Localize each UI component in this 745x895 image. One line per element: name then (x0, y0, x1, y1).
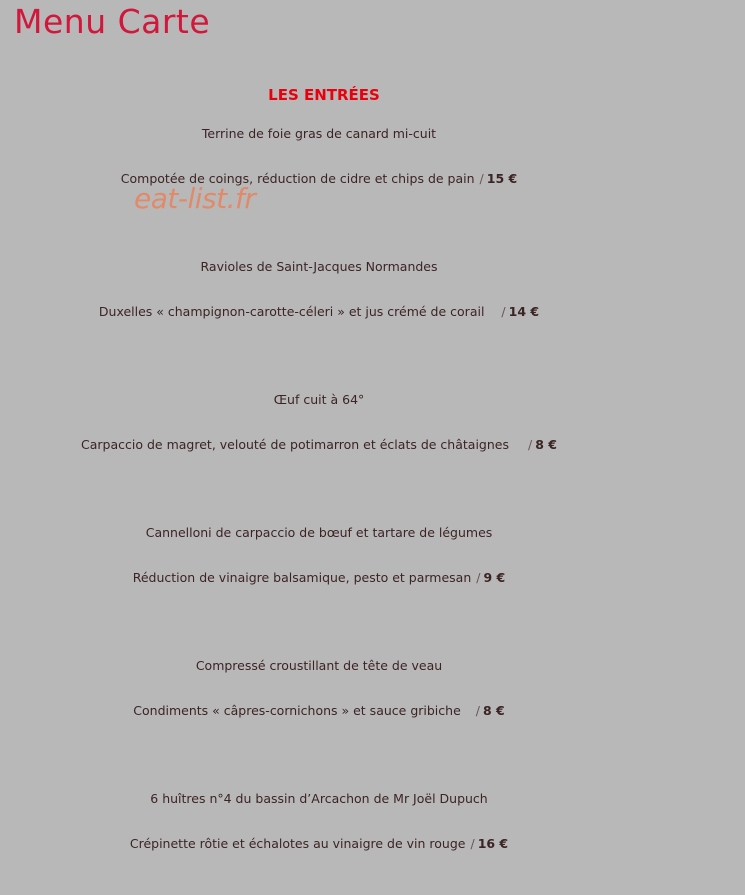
dish-name: Terrine de foie gras de canard mi-cuit (201, 126, 437, 141)
dish-description: Réduction de vinaigre balsamique, pesto et parmesan (132, 570, 472, 585)
dish-description-row (0, 171, 638, 186)
dish-price: 14 € (508, 304, 540, 319)
dish-description-row (0, 703, 638, 718)
dish-description: Duxelles « champignon-carotte-céleri » et jus crémé de corail (98, 304, 485, 319)
dish-price: 9 € (483, 570, 506, 585)
dish-name: Compressé croustillant de tête de veau (195, 658, 443, 673)
page-title: Menu Carte (14, 2, 211, 41)
dish-description-row (0, 570, 638, 585)
price-separator: / (479, 171, 484, 186)
price-separator: / (475, 703, 480, 718)
dish-name: Ravioles de Saint-Jacques Normandes (200, 259, 438, 274)
price-separator: / (470, 836, 475, 851)
price-separator: / (501, 304, 506, 319)
dish-name: Cannelloni de carpaccio de bœuf et tartare de légumes (145, 525, 493, 540)
dish-description-row (0, 836, 638, 851)
dish-price: 15 € (486, 171, 518, 186)
price-separator: / (476, 570, 481, 585)
dish-price: 8 € (482, 703, 505, 718)
watermark: eat-list.fr (134, 182, 256, 215)
dish-description: Condiments « câpres-cornichons » et sauce gribiche (133, 703, 461, 718)
dish-description-row (0, 437, 638, 452)
price-separator: / (527, 437, 533, 452)
dish-name: Œuf cuit à 64° (273, 392, 365, 407)
dish-price: 8 € (535, 437, 557, 452)
section-title-entrees: LES ENTRÉES (268, 86, 380, 104)
dish-description: Compotée de coings, réduction de cidre et chips de pain (120, 171, 475, 186)
dish-description: Carpaccio de magret, velouté de potimarron et éclats de châtaignes (81, 437, 509, 452)
dish-name: 6 huîtres n°4 du bassin d’Arcachon de Mr Joël Dupuch (150, 791, 488, 806)
dish-description: Crépinette rôtie et échalotes au vinaigre de vin rouge (129, 836, 466, 851)
dish-price: 16 € (477, 836, 509, 851)
dish-description-row (0, 304, 638, 319)
